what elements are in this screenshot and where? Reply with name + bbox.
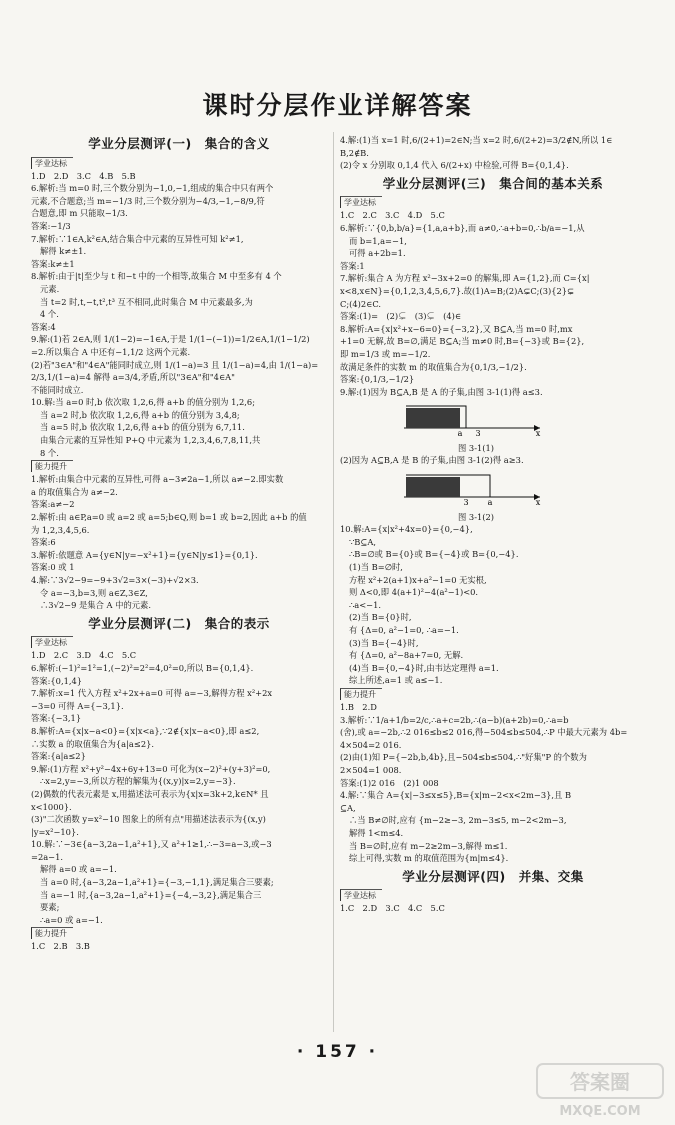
axis-tick-label: x <box>535 498 541 506</box>
subsection-tag-row <box>31 459 327 473</box>
answer-line: x<1000}. <box>31 801 72 812</box>
right-column <box>340 134 646 915</box>
left-column <box>31 132 327 953</box>
answer-line: |y=x²−10}. <box>31 826 79 837</box>
answer-line: 综上可得,实数 m 的取值范围为{m|m≤4}. <box>349 853 509 864</box>
answer-line: 9.解:(1)方程 x²+y²−4x+6y+13=0 可化为(x−2)²+(y+3)²=0, <box>31 763 271 774</box>
answer-line: 当 B=∅时,应有 m−2≥2m−3,解得 m≤1. <box>349 840 508 851</box>
answer-line: ⊆A, <box>340 802 356 813</box>
answer-line: 解得 k≠±1. <box>40 246 87 257</box>
shaded-set-region <box>406 477 460 497</box>
answer-line: 1.C 2.B 3.B <box>31 941 90 952</box>
answer-line: 3.解析:依题意 A={y∈N|y=−x²+1}={y∈N|y≤1}={0,1}. <box>31 549 258 560</box>
answer-line: 8.解析:A={x|x−a<0}={x|x<a},∵2∉{x|x−a<0},即 a≤2, <box>31 725 260 736</box>
answer-line: 1.D 2.C 3.D 4.C 5.C <box>31 650 137 661</box>
answer-line: 当 a=2 时,b 依次取 1,2,6,得 a+b 的值分别为 3,4,8; <box>40 409 240 420</box>
answer-line: ∴x=2,y=−3,所以方程的解集为{(x,y)|x=2,y=−3}. <box>40 776 236 787</box>
answer-line: 可得 a+2b=1. <box>349 248 406 259</box>
answer-line: (2)由(1)知 P={−2b,b,4b},且−504≤b≤504,∴"好集"P 的个数为 <box>340 752 587 763</box>
answer-line: 答案:−1/3 <box>31 220 71 231</box>
subsection-tag-row <box>31 926 327 940</box>
subsection-tag: 学业达标 <box>31 157 73 169</box>
answer-line: B,2∉B. <box>340 147 369 158</box>
subsection-tag: 学业达标 <box>31 636 73 648</box>
answer-line: 1.C 2.D 3.C 4.C 5.C <box>340 903 445 914</box>
answer-line: 4.解:∵3√2−9=−9+3√2=3×(−3)+√2×3. <box>31 575 199 585</box>
answer-line: 4.解:∵集合 A={x|−3≤x≤5},B={x|m−2<x<2m−3},且 B <box>340 790 572 801</box>
subsection-tag-row <box>340 687 646 701</box>
answer-line: (2)偶数的代表元素是 x,用描述法可表示为{x|x=3k+2,k∈N* 且 <box>31 788 269 799</box>
answer-line: 要素; <box>40 902 60 913</box>
answer-line: 综上所述,a=1 或 a≤−1. <box>349 675 443 686</box>
answer-line: 答案:k≠±1 <box>31 258 75 269</box>
answer-line: 答案:{−3,1} <box>31 713 82 724</box>
answer-line: 当 a=0 时,{a−3,2a−1,a²+1}={−3,−1,1},满足集合三要素; <box>40 877 274 888</box>
answer-line: 4×504=2 016. <box>340 739 402 750</box>
answer-line: 8 个. <box>40 447 59 458</box>
answer-line: 元素,不合题意;当 m=−1/3 时,三个数分别为−4/3,−1,−8/9,符 <box>31 195 265 206</box>
subsection-tag: 能力提升 <box>340 688 382 700</box>
answer-line: 1.D 2.D 3.C 4.B 5.B <box>31 170 136 181</box>
watermark-logo-text: 答案圈 <box>570 1070 630 1094</box>
answer-line: C;(4)2∈C. <box>340 298 382 309</box>
answer-line: 有 {Δ=0, a²−8a+7=0, 无解. <box>349 650 464 661</box>
axis-tick-label: 3 <box>475 429 481 437</box>
answer-line: (2)当 B={0}时, <box>349 612 412 623</box>
answer-line: 9.解:(1)若 2∈A,则 1/(1−2)=−1∈A,于是 1/(1−(−1))=1/2∈A,1/(1−1/2) <box>31 334 310 345</box>
answer-line: (1)当 B=∅时, <box>349 562 403 573</box>
answer-line: 答案:{0,1,4} <box>31 675 83 686</box>
answer-line: 即 m=1/3 或 m=−1/2. <box>340 348 431 359</box>
answer-line: 9.解:(1)因为 B⊆A,B 是 A 的子集,由图 3-1(1)得 a≤3. <box>340 386 543 397</box>
answer-line: 8.解析:由于|t|至少与 t 和−t 中的一个相等,故集合 M 中至多有 4 个 <box>31 271 282 282</box>
number-line-svg <box>400 471 550 505</box>
answer-line: 答案:{a|a≤2} <box>31 751 86 762</box>
answer-line: 答案:(1)2 016 (2)1 008 <box>340 777 439 788</box>
answer-line: 而 b=1,a=−1, <box>349 235 407 246</box>
answer-line: 解得 1<m≤4. <box>349 827 404 838</box>
figure-caption: 图 3-1(2) <box>458 511 495 522</box>
page-title: 课时分层作业详解答案 <box>202 91 473 120</box>
answer-line: 7.解析:集合 A 为方程 x²−3x+2=0 的解集,即 A={1,2},而 C={x| <box>340 273 590 284</box>
section-heading: 学业分层测评(四) 并集、交集 <box>402 868 584 884</box>
answer-line: x<8,x∈N}={0,1,2,3,4,5,6,7}.故(1)A=B;(2)A⊊C;(3){2}⊊ <box>340 285 575 296</box>
subsection-tag: 学业达标 <box>340 889 382 901</box>
answer-line: +1=0 无解,故 B=∅,满足 B⊆A;当 m≠0 时,B={−3}或 B={2}, <box>340 336 585 347</box>
subsection-tag-row <box>340 195 646 209</box>
answer-line: 10.解:A={x|x²+4x=0}={0,−4}, <box>340 524 473 535</box>
number-line-figure <box>340 467 646 523</box>
answer-line: 10.解:∵−3∈{a−3,2a−1,a²+1},又 a²+1≥1,∴−3=a−3,或−3 <box>31 839 272 850</box>
answer-line: 6.解析:当 m=0 时,三个数分别为−1,0,−1,组成的集合中只有两个 <box>31 183 274 194</box>
answer-line: (3)"二次函数 y=x²−10 图象上的所有点"用描述法表示为{(x,y) <box>31 814 266 825</box>
answer-line: 2/3,1/(1−a)=4 解得 a=3/4,矛盾,所以"3∈A"和"4∈A" <box>31 372 235 383</box>
answer-line: 则 Δ<0,即 4(a+1)²−4(a²−1)<0. <box>349 587 479 598</box>
watermark-site-text: MXQE.COM <box>559 1104 641 1119</box>
answer-line: ∴B=∅或 B={0}或 B={−4}或 B={0,−4}. <box>349 549 519 560</box>
answer-line: 10.解:当 a=0 时,b 依次取 1,2,6,得 a+b 的值分别为 1,2,6; <box>31 397 256 408</box>
column-divider <box>333 132 334 1032</box>
answer-line: ∴实数 a 的取值集合为{a|a≤2}. <box>31 738 155 749</box>
figure-caption: 图 3-1(1) <box>458 442 495 453</box>
answer-line: 答案:{0,1/3,−1/2} <box>340 374 415 385</box>
answer-line: (2)令 x 分别取 0,1,4 代入 6/(2+x) 中检验,可得 B={0,1,4}. <box>340 160 569 171</box>
answer-line: 8.解析:A={x|x²+x−6=0}={−3,2},又 B⊆A,当 m=0 时,mx <box>340 323 573 334</box>
answer-line: (2)因为 A⊆B,A 是 B 的子集,由图 3-1(2)得 a≥3. <box>340 455 524 466</box>
section-heading: 学业分层测评(二) 集合的表示 <box>88 615 270 631</box>
subsection-tag: 能力提升 <box>31 460 73 472</box>
answer-line: 不能同时成立. <box>31 384 84 395</box>
answer-line: 1.C 2.C 3.C 4.D 5.C <box>340 210 445 221</box>
answer-line: (4)当 B={0,−4}时,由韦达定理得 a=1. <box>349 662 499 673</box>
answer-line: 1.B 2.D <box>340 701 377 712</box>
answer-line: ∴a<−1. <box>349 599 382 610</box>
answer-line: 答案:a≠−2 <box>31 499 75 510</box>
answer-line: ∴3√2−9 是集合 A 中的元素. <box>40 600 151 611</box>
answer-line: 为 1,2,3,4,5,6. <box>31 524 90 535</box>
answer-line: 4.解:(1)当 x=1 时,6/(2+1)=2∈N;当 x=2 时,6/(2+2)=3/2∉N,所以 1∈ <box>340 135 613 145</box>
answer-line: 答案:0 或 1 <box>31 562 75 573</box>
answer-line: =2a−1. <box>31 851 64 862</box>
answer-line: ∴a=0 或 a=−1. <box>40 914 103 925</box>
answer-line: a 的取值集合为 a≠−2. <box>31 486 118 497</box>
axis-tick-label: a <box>457 429 463 437</box>
answer-line: 解得 a=0 或 a=−1. <box>40 864 117 875</box>
answer-line: 2.解析:由 a∈P,a=0 或 a=2 或 a=5;b∈Q,则 b=1 或 b=2,因此 a+b 的值 <box>31 512 307 523</box>
axis-tick-label: a <box>487 498 493 506</box>
answer-line: (舍),或 a=−2b,∴2 016≤b≤2 016,得−504≤b≤504,∴P 中最大元素为 4b= <box>340 727 628 738</box>
subsection-tag: 学业达标 <box>340 196 382 208</box>
answer-line: 方程 x²+2(a+1)x+a²−1=0 无实根, <box>349 574 487 585</box>
watermark-logo <box>535 1060 665 1120</box>
answer-line: 元素. <box>40 283 60 294</box>
answer-line: 6.解析:∵{0,b,b/a}={1,a,a+b},而 a≠0,∴a+b=0,∴b/a=−1,从 <box>340 222 585 233</box>
answer-line: 故满足条件的实数 m 的取值集合为{0,1/3,−1/2}. <box>340 361 527 372</box>
answer-line: 7.解析:x=1 代入方程 x²+2x+a=0 可得 a=−3,解得方程 x²+2x <box>31 688 273 699</box>
answer-line: 答案:1 <box>340 260 365 271</box>
answer-line: 答案:(1)= (2)⊊ (3)⊊ (4)∈ <box>340 311 461 322</box>
answer-line: 合题意,即 m 只能取−1/3. <box>31 208 128 219</box>
axis-tick-label: x <box>535 429 541 437</box>
answer-line: 答案:4 <box>31 321 56 332</box>
answer-line: 2×504=1 008. <box>340 764 402 775</box>
answer-line: 当 a=5 时,b 依次取 1,2,6,得 a+b 的值分别为 6,7,11. <box>40 422 245 433</box>
subsection-tag-row <box>31 156 327 170</box>
answer-line: 当 t=2 时,t,−t,t²,t³ 互不相同,此时集合 M 中元素最多,为 <box>40 296 253 307</box>
axis-tick-label: 3 <box>463 498 469 506</box>
number-line-figure <box>340 398 646 454</box>
answer-line: 令 a=−3,b=3,则 a∈Z,3∈Z, <box>40 587 148 598</box>
subsection-tag-row <box>340 888 646 902</box>
answer-line: (3)当 B={−4}时, <box>349 637 419 648</box>
answer-line: 1.解析:由集合中元素的互异性,可得 a−3≠2a−1,所以 a≠−2.即实数 <box>31 474 284 485</box>
answer-line: 4 个. <box>40 309 59 320</box>
number-line-svg <box>400 402 550 436</box>
subsection-tag: 能力提升 <box>31 927 73 939</box>
answer-line: 答案:6 <box>31 537 56 548</box>
answer-line: 7.解析:∵1∈A,k²∈A,结合集合中元素的互异性可知 k²≠1, <box>31 233 244 244</box>
answer-line: 有 {Δ=0, a²−1=0, ∴a=−1. <box>349 625 459 635</box>
answer-line: 3.解析:∵1/a+1/b=2/c,∴a+c=2b,∴(a−b)(a+2b)=0,∴a=b <box>340 714 569 725</box>
answer-line: ∴当 B≠∅时,应有 {m−2≥−3, 2m−3≤5, m−2<2m−3, <box>349 815 567 826</box>
shaded-set-region <box>406 408 460 428</box>
section-heading: 学业分层测评(三) 集合间的基本关系 <box>382 175 604 191</box>
answer-line: −3=0 可得 A={−3,1}. <box>31 700 124 711</box>
page-number: · 157 · <box>296 1042 379 1062</box>
answer-line: 由集合元素的互异性知 P+Q 中元素为 1,2,3,4,6,7,8,11,共 <box>40 435 261 446</box>
subsection-tag-row <box>31 635 327 649</box>
answer-line: (2)若"3∈A"和"4∈A"能同时成立,则 1/(1−a)=3 且 1/(1−a)=4,由 1/(1−a)= <box>31 359 319 370</box>
answer-line: =2.所以集合 A 中还有−1,1/2 这两个元素. <box>31 346 191 357</box>
answer-line: ∵B⊆A, <box>349 536 376 547</box>
section-heading: 学业分层测评(一) 集合的含义 <box>88 136 270 151</box>
answer-line: 6.解析:(−1)²=1²=1,(−2)²=2²=4,0²=0,所以 B={0,1,4}. <box>31 662 254 673</box>
answer-line: 当 a=−1 时,{a−3,2a−1,a²+1}={−4,−3,2},满足集合三 <box>40 889 262 900</box>
